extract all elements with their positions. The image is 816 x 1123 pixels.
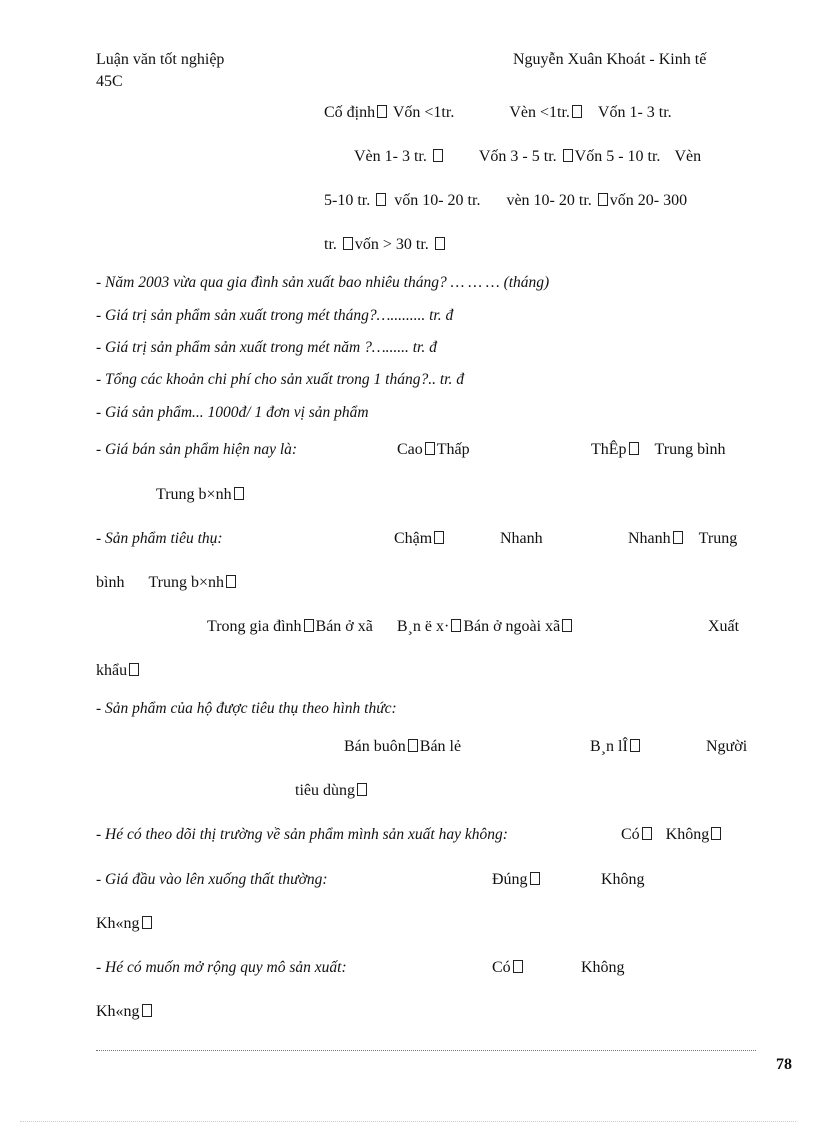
checkbox[interactable]: [226, 575, 236, 588]
question-price: - Giá bán sản phẩm hiện nay là:: [96, 441, 298, 458]
checkbox[interactable]: [142, 916, 152, 929]
opt-ban-o-xa-2: B¸n ë x·: [396, 618, 450, 635]
page-number: 78: [776, 1056, 792, 1073]
opt-khng: Kh«ng: [96, 915, 140, 932]
question-input: - Giá đầu vào lên xuống thất thường:: [96, 871, 328, 888]
checkbox[interactable]: [435, 237, 445, 250]
opt-binh: bình: [96, 574, 125, 591]
opt-von-3-5: Vốn 3 - 5 tr.: [478, 148, 557, 165]
capital-line-3: [324, 191, 687, 211]
checkbox[interactable]: [598, 193, 608, 206]
checkbox[interactable]: [572, 105, 582, 118]
price-options: [397, 440, 470, 460]
opt-trung-bxnh: Trung b×nh: [156, 486, 232, 503]
opt-ven-1-3: Vèn 1- 3 tr.: [354, 148, 427, 165]
checkbox[interactable]: [673, 531, 683, 544]
header-left: Luận văn tốt nghiệp: [96, 51, 225, 68]
opt-ban-buon: Bán buôn: [344, 738, 406, 755]
checkbox[interactable]: [357, 783, 367, 796]
price-options-2: [591, 440, 726, 460]
checkbox[interactable]: [425, 442, 435, 455]
checkbox[interactable]: [408, 739, 418, 752]
header-class: 45C: [96, 73, 123, 90]
opt-khau: khẩu: [96, 662, 128, 679]
opt-trung-binh: Trung bình: [654, 441, 726, 458]
question-value-month: - Giá trị sản phẩm sản xuất trong mét tháng?…......... tr. đ: [96, 307, 454, 324]
checkbox[interactable]: [563, 149, 573, 162]
expand-options: [492, 958, 525, 978]
opt-ban-le-2: B¸n lÎ: [590, 738, 628, 755]
opt-ban-ngoai-xa: Bán ở ngoài xã: [463, 618, 561, 635]
opt-cham: Chậm: [394, 530, 433, 547]
consumption-options-3: [96, 573, 238, 593]
checkbox[interactable]: [433, 149, 443, 162]
opt-trung: Trung: [698, 530, 738, 547]
checkbox[interactable]: [513, 960, 523, 973]
question-months: - Năm 2003 vừa qua gia đình sản xuất bao nhiêu tháng? … … … (tháng): [96, 274, 550, 291]
opt-nguoi: Người: [706, 738, 748, 755]
opt-nhanh: Nhanh: [500, 530, 543, 547]
question-expand: - Hé có muốn mở rộng quy mô sản xuất:: [96, 959, 347, 976]
opt-dung: Đúng: [492, 871, 528, 888]
opt-khong-3: Không: [581, 959, 625, 976]
opt-von-1-3: Vốn 1- 3 tr.: [597, 104, 672, 121]
opt-5-10: 5-10 tr.: [324, 192, 371, 209]
opt-cao: Cao: [397, 441, 423, 458]
checkbox[interactable]: [434, 531, 444, 544]
opt-thep: ThÊp: [591, 441, 627, 458]
opt-ven-lt1: Vèn <1tr.: [509, 104, 570, 121]
market-options-2: [96, 661, 141, 681]
checkbox[interactable]: [562, 619, 572, 632]
form-options: [344, 737, 461, 757]
checkbox[interactable]: [343, 237, 353, 250]
opt-von-10-20: vốn 10- 20 tr.: [394, 192, 481, 209]
checkbox[interactable]: [629, 442, 639, 455]
opt-tr: tr.: [324, 236, 337, 253]
capital-line-4: [324, 235, 447, 255]
checkbox[interactable]: [377, 105, 387, 118]
question-form: - Sản phẩm của hộ được tiêu thụ theo hình thức:: [96, 700, 397, 717]
question-value-year: - Giá trị sản phẩm sản xuất trong mét năm ?…...... tr. đ: [96, 339, 437, 356]
opt-khong: Không: [665, 826, 710, 843]
consumption-options-2: [628, 529, 737, 549]
header-right: Nguyễn Xuân Khoát - Kinh tế: [513, 51, 707, 68]
opt-ven: Vèn: [674, 148, 702, 165]
price-options-3: [156, 485, 246, 505]
checkbox[interactable]: [304, 619, 314, 632]
expand-options-2: [96, 1002, 154, 1022]
page-bottom-divider: [20, 1121, 796, 1122]
question-track: - Hé có theo dõi thị trường về sản phẩm mình sản xuất hay không:: [96, 826, 508, 843]
opt-nhanh-2: Nhanh: [628, 530, 671, 547]
checkbox[interactable]: [642, 827, 652, 840]
checkbox[interactable]: [376, 193, 386, 206]
form-options-3: [295, 781, 369, 801]
consumption-options: [394, 529, 446, 549]
checkbox[interactable]: [234, 487, 244, 500]
opt-khng-2: Kh«ng: [96, 1003, 140, 1020]
checkbox[interactable]: [142, 1004, 152, 1017]
checkbox[interactable]: [630, 739, 640, 752]
form-options-2: [590, 737, 642, 757]
checkbox[interactable]: [129, 663, 139, 676]
opt-xuat: Xuất: [708, 618, 740, 635]
footer-divider: [96, 1050, 756, 1051]
question-unit-price: - Giá sản phẩm... 1000đ/ 1 đơn vị sản phẩm: [96, 404, 369, 421]
capital-line-1: [324, 103, 672, 123]
opt-co: Có: [621, 826, 640, 843]
market-options: [207, 617, 574, 637]
opt-thap: Thấp: [436, 441, 470, 458]
input-options: [492, 870, 542, 890]
checkbox[interactable]: [530, 872, 540, 885]
input-options-2: [96, 914, 154, 934]
opt-von-5-10: Vốn 5 - 10 tr.: [574, 148, 661, 165]
opt-co-dinh: Cố định: [324, 104, 376, 121]
question-costs: - Tổng các khoản chi phí cho sản xuất trong 1 tháng?.. tr. đ: [96, 371, 464, 388]
opt-ban-o-xa: Bán ở xã: [315, 618, 373, 635]
opt-trong-gia-dinh: Trong gia đình: [207, 618, 302, 635]
opt-ban-le: Bán lẻ: [419, 738, 462, 755]
opt-khong-2: Không: [601, 871, 645, 888]
opt-von-20-300: vốn 20- 300: [609, 192, 688, 209]
checkbox[interactable]: [451, 619, 461, 632]
opt-trung-bxnh-2: Trung b×nh: [148, 574, 225, 591]
track-options: [621, 825, 723, 845]
opt-co-2: Có: [492, 959, 511, 976]
capital-line-2: [354, 147, 701, 167]
opt-von-gt30: vốn > 30 tr.: [354, 236, 429, 253]
opt-ven-10-20: vèn 10- 20 tr.: [506, 192, 592, 209]
checkbox[interactable]: [711, 827, 721, 840]
question-consumption: - Sản phẩm tiêu thụ:: [96, 530, 223, 547]
opt-von-lt1: Vốn <1tr.: [392, 104, 455, 121]
opt-tieu-dung: tiêu dùng: [295, 782, 355, 799]
